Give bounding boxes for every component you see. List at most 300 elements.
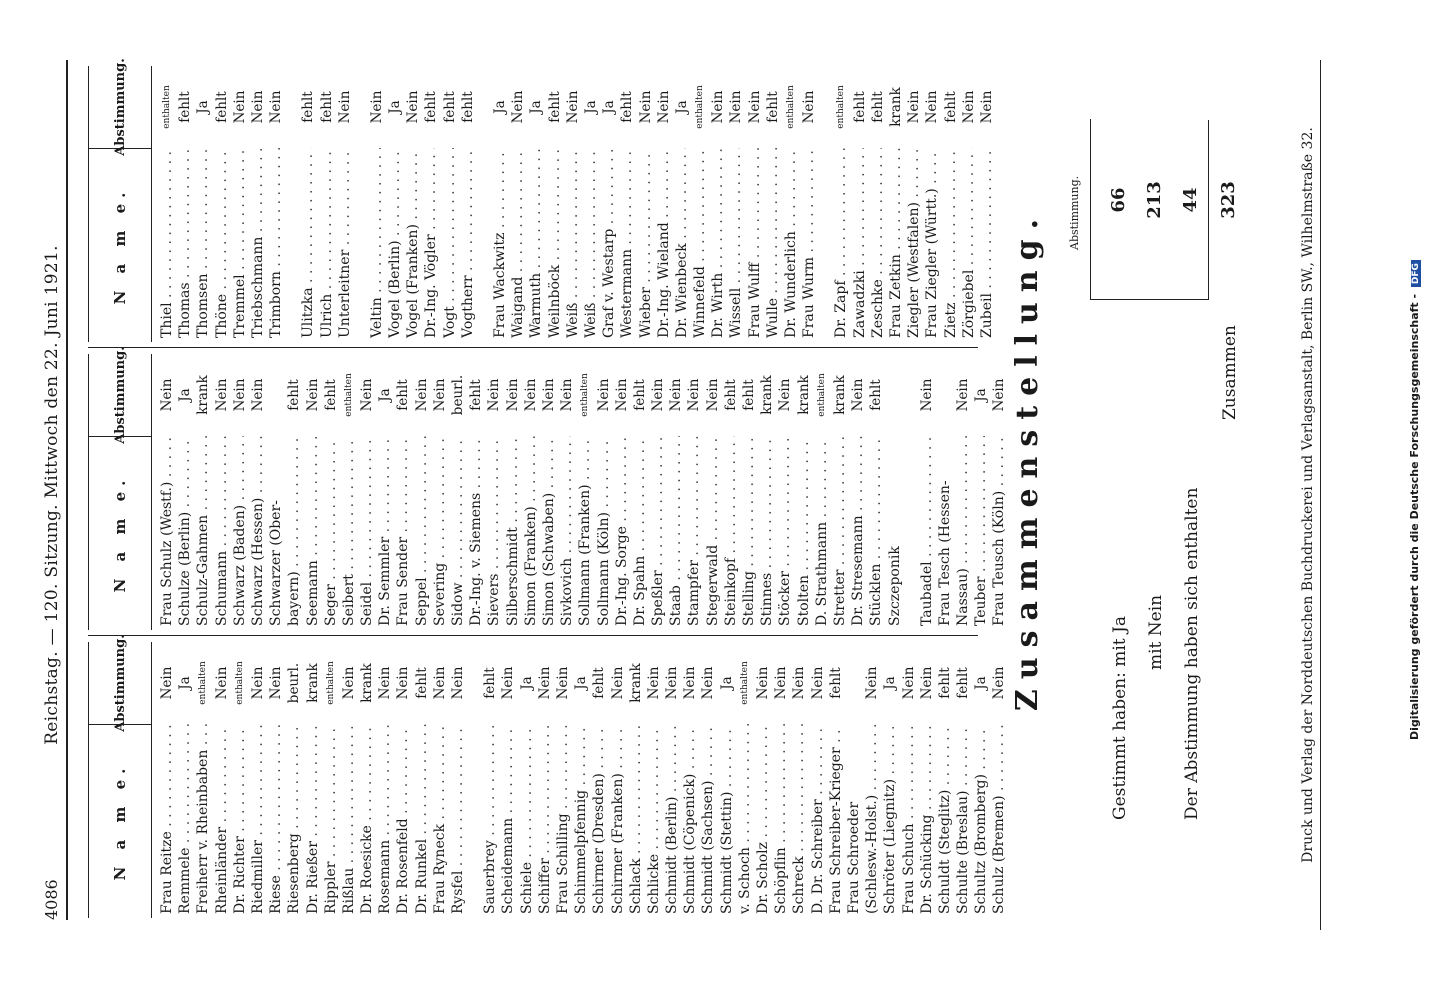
member-row [764,66,782,342]
member-vote: enthalten [580,373,591,417]
row-spacer [904,354,918,630]
member-row [499,642,517,918]
member-vote: Nein [682,666,699,700]
member-row [667,354,685,630]
member-vote: Ja [177,388,194,402]
member-name: Severing . . . [431,436,449,630]
member-row [304,354,322,630]
member-name: Frau Tesch (Hessen- [936,480,953,626]
row-list [152,642,1009,918]
member-name: Rysfel . . . [449,724,467,918]
member-vote: Ja [973,388,990,402]
member-row [663,642,681,918]
member-row [918,642,936,918]
member-name: Riese . . . [267,724,285,918]
member-row [422,66,440,342]
member-vote: Nein [450,666,466,700]
member-name: Waigand . . . [509,148,527,342]
member-vote: Nein [500,666,517,700]
member-row [318,66,336,342]
member-vote: Nein [377,666,394,700]
member-vote: Ja [601,100,618,114]
member-row [358,354,376,630]
member-row [849,354,867,630]
member-vote: Nein [304,378,321,412]
member-name: Stöcker . . . [776,436,794,630]
member-name: Schulz-Gahmen . . . [194,436,212,630]
member-vote: fehlt [936,667,953,699]
member-vote: Nein [159,666,175,700]
member-row [572,642,590,918]
member-row [176,642,194,918]
member-vote: Nein [960,90,977,124]
member-vote: Nein [510,90,527,124]
member-name: Stegerwald . . . [704,436,722,630]
member-row [158,642,176,918]
member-vote: Nein [850,378,867,412]
member-row [522,354,540,630]
member-name: Schlicke . . . [645,724,663,918]
member-row [213,642,231,918]
member-vote: Nein [655,90,672,124]
member-row [905,66,923,342]
member-row [481,642,499,918]
member-vote: Nein [704,378,721,412]
member-row [564,66,582,342]
member-vote [886,354,904,436]
member-vote: Nein [249,666,266,700]
member-vote: Nein [159,378,175,412]
member-row [704,354,722,630]
row-spacer [477,66,491,342]
member-vote: fehlt [619,91,636,123]
digitization-text: Digitalisierung gefördert durch die Deutsche Forschungsgemeinschaft - [1408,293,1421,740]
member-name: Freiherr v. Rheinbaben . . . [194,724,212,918]
member-row [727,66,745,342]
member-row [376,354,394,630]
member-name: Dr. Scholz . . . [754,724,772,918]
member-vote: fehlt [827,667,844,699]
member-row [340,642,358,918]
member-row [740,354,758,630]
member-name: Frau Schulz (Westf.) . . . [158,436,176,630]
member-row [942,66,960,342]
member-name: D. Dr. Schreiber . . . [809,724,827,918]
member-vote: Nein [213,666,230,700]
member-vote: krank [195,375,212,415]
member-row [990,354,1008,630]
member-vote: Nein [700,666,717,700]
member-vote: Nein [268,666,285,700]
member-vote: Nein [710,90,727,124]
name-header: N a m e. [111,474,129,593]
member-name: Rißlau . . . [340,724,358,918]
column-divider [88,347,978,348]
member-vote: fehlt [286,379,303,411]
member-vote: fehlt [868,379,885,411]
member-row [869,66,887,342]
member-row [613,354,631,630]
member-name: Schiffer . . . [536,724,554,918]
member-row [609,642,627,918]
vote-column-1 [88,634,1008,918]
member-row [800,66,818,342]
member-row [485,354,503,630]
member-vote: fehlt [468,379,485,411]
member-row [960,66,978,342]
summary-total-rule [1208,120,1209,300]
member-vote: Ja [377,388,394,402]
member-row [886,354,904,630]
member-name: Frau Ryneck . . . [431,724,449,918]
member-row [782,66,800,342]
member-row [685,354,703,630]
member-vote: fehlt [741,379,757,411]
member-name: Schröter (Liegnitz) . . . [881,724,899,918]
member-name: Schmidt (Stettin) . . . [718,724,736,918]
member-vote: Nein [777,378,794,412]
member-vote: Nein [650,378,667,412]
member-name: Stretter . . . [831,436,849,630]
summary-label-abstained: Der Abstimmung haben sich enthalten [1182,487,1202,820]
page-number: 4086 [42,879,61,920]
member-name: Rosemann . . . [376,724,394,918]
member-name: Stinnes . . . [758,436,776,630]
member-name: Vogtherr . . . [459,148,477,342]
member-vote: Nein [268,90,285,124]
member-vote: Nein [924,90,941,124]
member-row [358,642,376,918]
member-row [954,354,972,630]
member-vote: Nein [486,378,503,412]
member-name: Simon (Schwaben) . . . [540,436,558,630]
member-vote: Nein [249,90,266,124]
member-name: v. Schoch . . . [736,724,754,918]
member-name: Schwarz (Baden) . . . [231,436,249,630]
member-vote: Nein [609,666,626,700]
member-row [972,354,990,630]
member-vote: Nein [395,666,412,700]
member-name: Vogel (Franken) . . . [404,148,422,342]
member-name: Frau Zetkin . . . [887,148,905,342]
member-vote: Nein [522,378,539,412]
member-name: Dr. Rießer . . . [304,724,322,918]
member-row [832,66,850,342]
member-row [413,354,431,630]
member-row [546,66,564,342]
member-name: Unterleitner . . . [336,148,354,342]
member-name: Dr. Wunderlich . . . [782,148,800,342]
member-vote: Nein [595,378,612,412]
member-row [831,354,849,630]
member-row [509,66,527,342]
member-vote: Nein [431,378,448,412]
member-row [213,354,231,630]
member-row [449,642,467,918]
member-vote: Ja [582,100,599,114]
member-name: Sivkovich . . . [558,436,576,630]
member-row [845,642,863,918]
member-vote: fehlt [546,91,563,123]
member-name: Vogel (Berlin) . . . [386,148,404,342]
member-row [322,642,340,918]
member-row [790,642,808,918]
member-name: Weiß . . . [564,148,582,342]
member-name: Staab . . . [667,436,685,630]
member-vote: fehlt [722,379,739,411]
vote-header: Abstimmung. [89,642,151,725]
member-name: Schultz (Bromberg) . . . [972,724,990,918]
member-row [158,66,176,342]
member-name: Zeschke . . . [869,148,887,342]
member-row [386,66,404,342]
member-vote: enthalten [162,85,172,129]
member-vote: Nein [536,666,553,700]
member-name: Dr.-Ing. Sorge . . . [613,436,631,630]
dfg-logo: DFG [1411,260,1421,287]
member-row [645,642,663,918]
member-row [881,642,899,918]
member-vote: Nein [791,666,808,700]
member-name: Thomas . . . [176,148,194,342]
member-vote: Nein [554,666,571,700]
member-vote: Nein [613,378,630,412]
member-vote: fehlt [413,667,430,699]
member-name: Dr. Stresemann . . . [849,436,867,630]
member-name: Schmidt (Cöpenick) . . . [681,724,699,918]
member-name: Schmidt (Sachsen) . . . [699,724,717,918]
column-header [89,634,152,918]
name-header: N a m e. [111,186,129,305]
row-list [152,66,996,342]
column-divider [88,635,978,636]
member-vote: enthalten [786,85,796,129]
member-row [978,66,996,342]
member-name: Dr. Wirth . . . [709,148,727,342]
member-vote: Nein [368,90,385,124]
member-name: Dr. Runkel . . . [413,724,431,918]
member-vote: fehlt [591,667,608,699]
member-row [595,354,613,630]
member-row [923,66,941,342]
member-row [618,66,636,342]
member-vote: Nein [540,378,557,412]
member-vote: fehlt [322,379,339,411]
member-vote: Nein [213,378,230,412]
member-vote: Nein [906,90,923,124]
member-row [376,642,394,918]
member-name: Sidow . . . [449,436,467,630]
member-row [673,66,691,342]
summary-value-abstained: 44 [1180,187,1201,213]
member-vote: Nein [231,90,248,124]
printer-imprint: Druck und Verlag der Norddeutschen Buchdruckerei und Verlagsanstalt, Berlin SW., Wilhelmstraße 32. [1300,127,1316,863]
row-spacer [285,66,299,342]
member-vote: fehlt [459,91,476,123]
member-name: Graf v. Westarp . . . [600,148,618,342]
member-name: Steinkopf . . . [722,436,740,630]
member-row [637,66,655,342]
member-vote: krank [831,375,848,415]
member-row [158,354,176,630]
member-row [441,66,459,342]
member-vote: Nein [900,666,917,700]
member-name: Weilnböck . . . [546,148,564,342]
member-name: Frau Schilling . . . [554,724,572,918]
member-row [340,354,358,630]
member-name: Zörgiebel . . . [960,148,978,342]
member-vote: Ja [387,100,404,114]
member-vote: krank [627,663,644,703]
member-row [249,66,267,342]
member-row [249,354,267,630]
member-vote: Nein [773,666,790,700]
member-vote: beurl. [286,662,303,704]
row-list [152,354,1009,630]
member-row [267,642,285,918]
member-row [431,642,449,918]
member-name: Ziegler (Westfalen) . . . [905,148,923,342]
page-header [38,60,64,930]
member-name: Taubadel . . . [918,436,936,630]
member-name: Dr. Richter . . . [231,724,249,918]
member-row [972,642,990,918]
member-name: Schöpflin . . . [772,724,790,918]
member-name: Zietz . . . [942,148,960,342]
member-name: Rheinländer . . . [213,724,231,918]
member-row [809,642,827,918]
member-name: Schimmelpfennig . . . [572,724,590,918]
summary-column-head: Abstimmung. [1068,175,1081,250]
member-name: Schreck . . . [790,724,808,918]
member-name: Stelling . . . [740,436,758,630]
member-vote: enthalten [234,661,245,705]
summary-label-no: mit Nein [1146,594,1166,670]
member-row [322,354,340,630]
member-name: Rippler . . . [322,724,340,918]
member-name: Schwarz (Hessen) . . . [249,436,267,630]
member-row [231,66,249,342]
member-name: Frau Schroeder [845,801,862,914]
member-vote: beurl. [450,374,466,416]
member-row [936,354,954,630]
member-name: Thöne . . . [213,148,231,342]
member-name: Dr. Zapf . . . [832,148,850,342]
member-vote: Nein [564,90,581,124]
member-row [887,66,905,342]
member-row [194,354,212,630]
member-row [536,642,554,918]
member-name: Seger . . . [322,436,340,630]
member-name: Zawadzki . . . [851,148,869,342]
member-vote: Nein [955,378,972,412]
member-row [404,66,422,342]
member-name: Sievers . . . [485,436,503,630]
member-name: Schlack . . . [627,724,645,918]
vote-header: Abstimmung. [89,354,151,437]
member-vote: Ja [882,676,899,690]
member-vote: fehlt [318,91,335,123]
member-name: Frau Ziegler (Württ.) . . . [923,148,941,342]
member-vote [936,354,954,436]
member-name: Ulrich . . . [318,148,336,342]
member-name: Seibert . . . [340,436,358,630]
member-name: Westermann . . . [618,148,636,342]
member-row [758,354,776,630]
member-vote: Nein [978,90,995,124]
member-vote: Ja [973,676,990,690]
member-name: Dr. Roesicke . . . [358,724,376,918]
member-vote [845,642,863,724]
member-name: Seemann . . . [304,436,322,630]
member-row [540,354,558,630]
member-vote: fehlt [869,91,886,123]
member-row [936,642,954,918]
member-vote: enthalten [695,85,706,129]
member-row [491,66,509,342]
member-row [954,642,972,918]
member-row [285,642,303,918]
member-row [194,642,212,918]
member-row [518,642,536,918]
member-row [459,66,477,342]
member-vote: Nein [405,90,422,124]
member-name: Scheidemann . . . [499,724,517,918]
member-vote: Ja [492,100,508,114]
member-vote: krank [304,663,321,703]
member-row [231,642,249,918]
member-name: Frau Schuch . . . [900,724,918,918]
member-vote: Nein [336,90,353,124]
member-vote: Ja [528,100,545,114]
name-header: N a m e. [111,762,129,881]
member-name: Szczeponik [886,546,903,626]
member-vote: fehlt [177,91,194,123]
member-name: Sollmann (Franken) . . . [576,436,594,630]
member-row [600,66,618,342]
member-name: Simon (Franken) . . . [522,436,540,630]
member-vote: Nein [645,666,662,700]
member-name: Dr. Spahn . . . [631,436,649,630]
member-row [655,66,673,342]
vote-header: Abstimmung. [89,66,151,149]
member-row [194,66,212,342]
member-vote: Nein [686,378,703,412]
member-name: Wieber . . . [637,148,655,342]
member-vote: Ja [573,676,590,690]
summary-total-value: 323 [1218,181,1239,219]
member-vote: enthalten [325,661,336,705]
row-spacer [354,66,368,342]
member-row [449,354,467,630]
member-name: Riesenberg . . . [285,724,303,918]
member-row [504,354,522,630]
member-vote: fehlt [441,91,458,123]
member-vote: fehlt [213,91,230,123]
member-vote: Nein [755,666,771,700]
member-name: Schirmer (Franken) . . . [609,724,627,918]
member-name: Frau Sender . . . [394,436,412,630]
member-row [176,66,194,342]
member-name: Dr. Rosenfeld . . . [394,724,412,918]
summary-total-label: Zusammen [1220,325,1240,420]
member-name: Schumann . . . [213,436,231,630]
member-row [285,354,303,630]
member-vote: Nein [668,378,685,412]
member-row [554,642,572,918]
member-row [590,642,608,918]
member-vote: fehlt [955,667,972,699]
